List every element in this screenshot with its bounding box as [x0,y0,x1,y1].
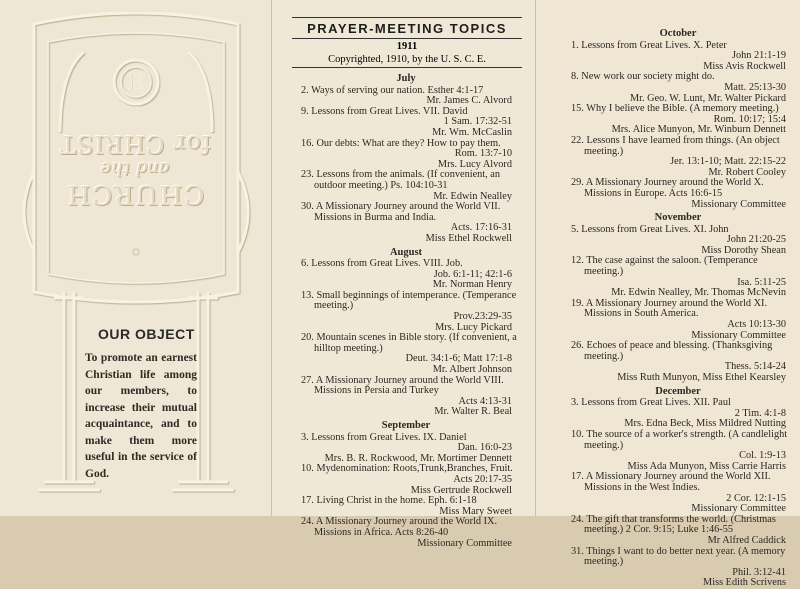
topic-entry [560,256,796,298]
page-title: PRAYER-MEETING TOPICS [307,21,507,36]
topic-entry [560,104,796,136]
topic-entry [560,41,796,73]
header-copyright: Copyrighted, 1910, by the U. S. C. E. [328,54,486,65]
topic-title: 5. Lessons from Great Lives. XI. John [571,223,729,235]
topic-entry [560,178,796,210]
meeting-leader: Miss Ethel Rockwell [425,232,512,244]
scripture-reference: John 21:20-25 [726,234,786,246]
scripture-reference: Acts 20:17-35 [453,473,512,485]
topic-entry [290,517,522,549]
meeting-leader: Mr Alfred Caddick [707,534,786,546]
meeting-leader: Miss Avis Rockwell [703,60,786,72]
meeting-leader: Mrs. Edna Beck, Miss Mildred Nutting [624,418,786,430]
meeting-leader: Mr. Edwin Nealley [433,190,512,202]
topic-title: 8. New work our society might do. [571,71,715,83]
meeting-leader: Mr. Albert Johnson [432,364,512,376]
meeting-leader: Missionary Committee [691,198,786,210]
scripture-reference: Dan. 16:0-23 [457,442,512,454]
object-heading: OUR OBJECT [98,326,195,342]
scripture-reference: John 21:1-19 [731,50,786,62]
scripture-reference: Rom. 10:17; 15:4 [713,113,786,125]
topic-entry [560,225,796,257]
topic-list [536,26,800,589]
meeting-leader: Miss Mary Sweet [439,505,512,517]
topics-panel-october-december [536,0,800,589]
topic-title: 2. Ways of serving our nation. Esther 4:1-17 [301,84,484,96]
topic-entry [560,341,796,383]
header-year: 1911 [396,41,418,52]
scripture-reference: Prov.23:29-35 [453,311,512,323]
topic-entry [290,259,522,291]
meeting-leader: Mr. Walter R. Beal [434,406,512,418]
topic-title: 23. Lessons from the animals. (If convenient, an outdoor meeting.) Ps. 104:10-31 [301,169,501,191]
cover-monogram: E [127,71,145,96]
topic-entry [290,464,522,496]
topic-entry [560,299,796,341]
topic-title: 12. The case against the saloon. (Temperance meeting.) [571,255,758,278]
topic-title: 17. Living Christ in the home. Eph. 6:1-18 [301,495,477,507]
topic-entry [290,433,522,465]
meeting-leader: Miss Ruth Munyon, Miss Ethel Kearsley [617,372,786,383]
meeting-leader: Mr. Robert Cooley [708,166,786,178]
cover-panel [0,0,272,516]
topic-title: 24. The gift that transforms the world. (Christmas meeting.) 2 Cor. 9:15; Luke 1:46-55 [571,513,776,536]
topic-entry [560,72,796,104]
month-heading: November [654,212,702,224]
topic-title: 10. Mydenomination: Roots,Trunk,Branches, Fruit. [301,463,513,475]
scripture-reference: Thess. 5:14-24 [724,361,786,373]
topic-title: 24. A Missionary Journey around the World IX. Missions in Africa. Acts 8:26-40 [301,516,498,538]
meeting-leader: Mr. James C. Alvord [426,95,512,107]
meeting-leader: Miss Edith Scrivens [703,577,786,589]
topic-entry [290,376,522,418]
meeting-leader: Miss Ada Munyon, Miss Carrie Harris [627,460,786,472]
meeting-leader: Mrs. Lucy Pickard [435,321,512,333]
topic-entry [560,430,796,472]
scripture-reference: Jer. 13:1-10; Matt. 22:15-22 [670,156,786,168]
meeting-leader: Mr. Wm. McCaslin [432,126,512,138]
meeting-leader: Mr. Geo. W. Lunt, Mr. Walter Pickard [630,92,786,104]
topic-title: 16. Our debts: What are they? How to pay them. [301,137,501,149]
topic-title: 6. Lessons from Great Lives. VIII. Job. [301,258,463,270]
scripture-reference: Acts 10:13-30 [727,319,786,331]
scripture-reference: Col. 1:9-13 [739,450,786,462]
scripture-reference: Isa. 5:11-25 [737,276,786,288]
object-text: To promote an earnest Christian life among our members, to increase their mutual acquaintance, and to make them more useful in the service of God. [85,352,197,480]
topic-title: 3. Lessons from Great Lives. IX. Daniel [301,431,467,443]
topic-entry [560,547,796,589]
scripture-reference: Rom. 13:7-10 [454,148,512,160]
meeting-leader: Missionary Committee [417,537,512,549]
scripture-reference: Deut. 34:1-6; Matt 17:1-8 [405,353,512,365]
topic-title: 19. A Missionary Journey around the World XI. Missions in South America. [571,297,768,320]
scripture-reference: Phil. 3:12-41 [732,566,786,578]
topic-entry [290,496,522,517]
topic-entry [290,333,522,375]
meeting-leader: Miss Gertrude Rockwell [410,484,512,496]
topic-title: 1. Lessons from Great Lives. X. Peter [571,39,727,51]
meeting-leader: Mrs. Lucy Alvord [437,158,512,170]
cover-title [50,130,220,209]
topic-entry [560,136,796,178]
topic-title: 13. Small beginnings of intemperance. (Temperance meeting.) [301,289,517,312]
topic-list [272,22,535,549]
topic-title: 31. Things I want to do better next year. (A memory meeting.) [571,545,786,568]
topic-entry [290,86,522,107]
topic-title: 30. A Missionary Journey around the World VII. Missions in Burma and India. [301,201,501,223]
topic-title: 10. The source of a worker's strength. (A candlelight meeting.) [571,428,788,451]
scripture-reference: Acts 4:13-31 [458,395,512,407]
scripture-reference: 1 Sam. 17:32-51 [443,116,512,128]
meeting-leader: Mr. Norman Henry [432,279,512,291]
topic-title: 3. Lessons from Great Lives. XII. Paul [571,397,731,409]
topic-title: 29. A Missionary Journey around the World X. Missions in Europe. Acts 16:6-15 [571,177,764,199]
month-heading: August [389,246,423,258]
topic-entry [560,398,796,430]
month-heading: December [655,385,701,397]
header-rule-top [292,17,522,18]
topic-entry [290,170,522,202]
meeting-leader: Mrs. B. R. Rockwood, Mr. Mortimer Dennett [324,452,512,464]
month-heading: July [396,73,416,84]
cover-title-line3: CHURCH [65,179,205,209]
topic-title: 27. A Missionary Journey around the World VIII. Missions in Persia and Turkey [301,374,504,397]
topic-entry [290,291,522,333]
scripture-reference: 2 Cor. 12:1-15 [726,492,786,504]
topic-title: 15. Why I believe the Bible. (A memory meeting.) [571,103,779,115]
topic-entry [290,139,522,171]
meeting-leader: Mrs. Alice Munyon, Mr. Winburn Dennett [611,124,786,136]
cover-title-line1: for CHRIST [59,130,211,158]
cover-title-line2: and the [100,158,170,179]
topic-title: 26. Echoes of peace and blessing. (Thanksgiving meeting.) [571,340,773,362]
topic-entry [560,472,796,514]
scripture-reference: Matt. 25:13-30 [724,81,786,93]
topic-entry [290,202,522,244]
scripture-reference: Job. 6:1-11; 42:1-6 [433,268,512,280]
scripture-reference: Acts. 17:16-31 [450,222,512,234]
topic-entry [290,107,522,139]
topic-title: 9. Lessons from Great Lives. VII. David [301,105,468,117]
topic-entry [560,515,796,547]
topic-title: 17. A Missionary Journey around the World XII. Missions in the West Indies. [571,471,771,493]
month-heading: October [659,28,697,39]
topics-panel-july-september [272,0,536,549]
meeting-leader: Mr. Edwin Nealley, Mr. Thomas McNevin [611,287,786,299]
month-heading: September [381,420,431,431]
scripture-reference: 2 Tim. 4:1-8 [734,407,786,419]
topic-title: 22. Lessons I have learned from things. (An object meeting.) [571,134,780,157]
meeting-leader: Miss Dorothy Shean [701,244,786,256]
topic-title: 20. Mountain scenes in Bible story. (If convenient, a hilltop meeting.) [301,332,517,354]
meeting-leader: Missionary Committee [691,503,786,515]
meeting-leader: Missionary Committee [691,329,786,341]
